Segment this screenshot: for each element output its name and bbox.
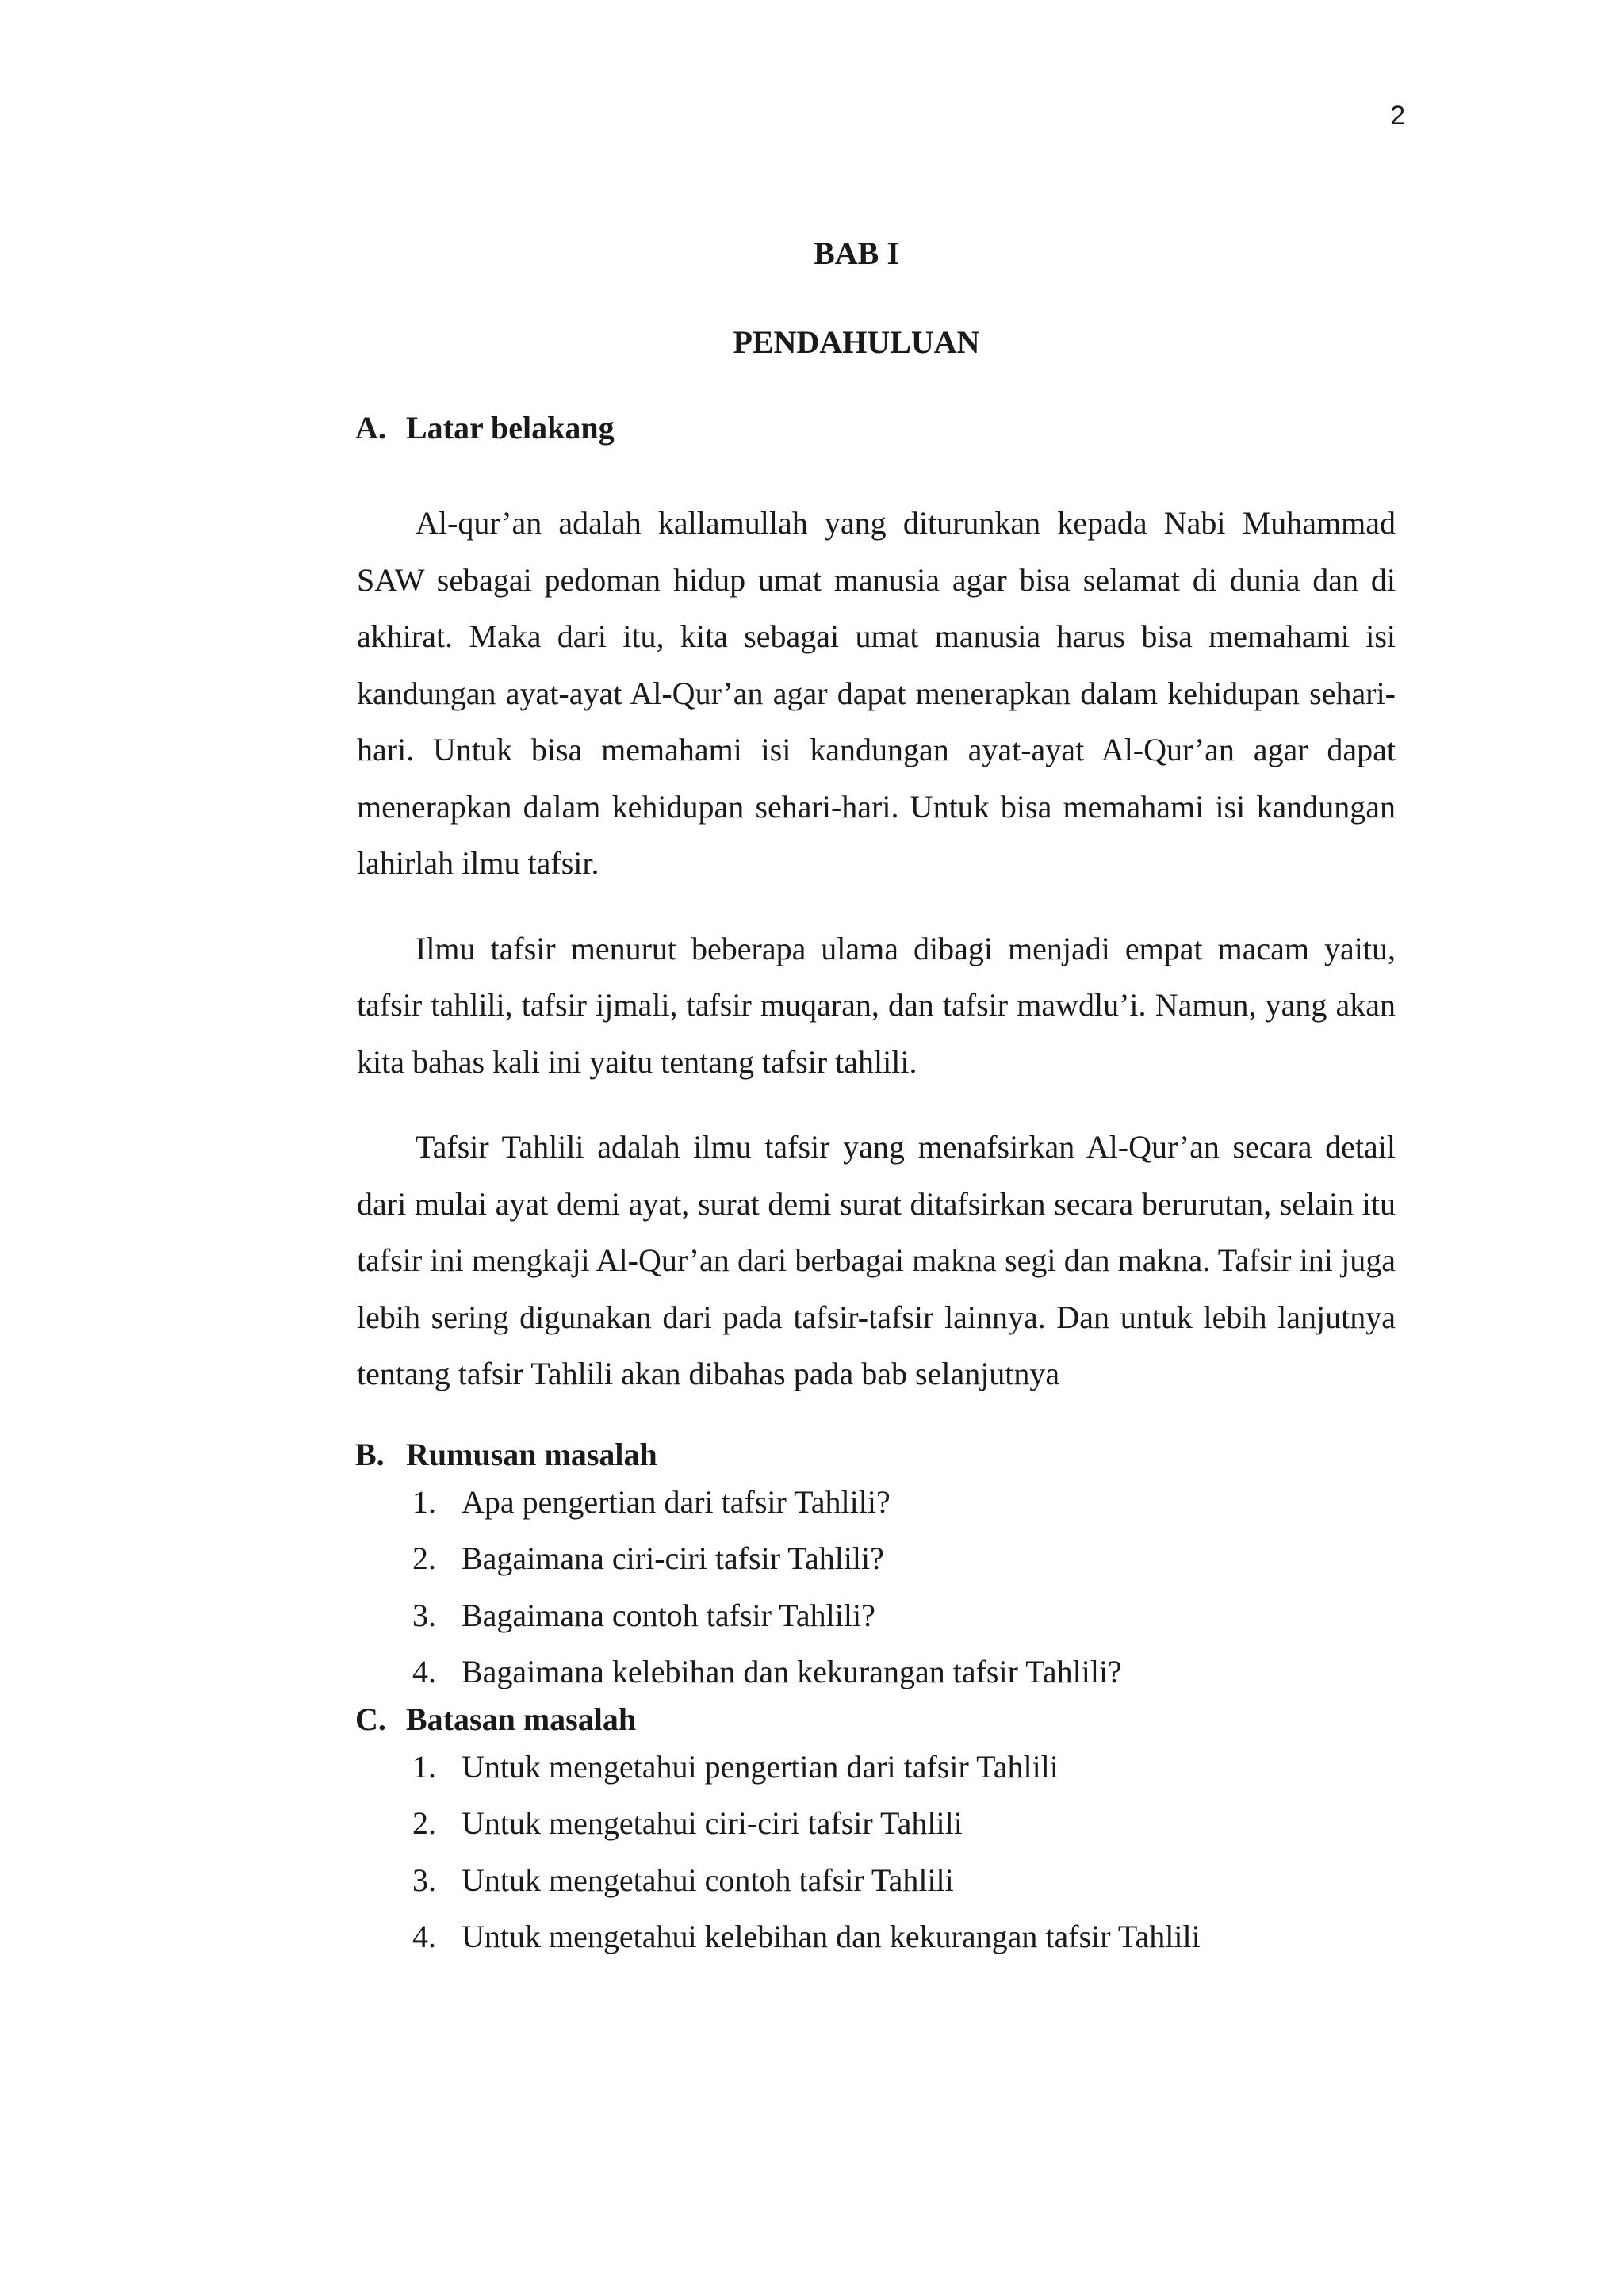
list-text: Bagaimana kelebihan dan kekurangan tafsir Tahlili? bbox=[462, 1654, 1122, 1689]
section-letter: A. bbox=[355, 410, 386, 446]
list-number: 3. bbox=[412, 1597, 436, 1633]
list-item bbox=[412, 1795, 1396, 1852]
chapter-number: BAB I bbox=[814, 235, 899, 271]
list-number: 3. bbox=[412, 1862, 436, 1898]
list-text: Untuk mengetahui contoh tafsir Tahlili bbox=[462, 1862, 954, 1898]
list-text: Untuk mengetahui kelebihan dan kekurangan tafsir Tahlili bbox=[462, 1919, 1201, 1954]
list-text: Bagaimana ciri-ciri tafsir Tahlili? bbox=[462, 1540, 884, 1576]
list-number: 2. bbox=[412, 1540, 436, 1576]
list-item bbox=[412, 1530, 1396, 1587]
page-number: 2 bbox=[1390, 101, 1405, 131]
section-heading-latar-belakang bbox=[355, 409, 1396, 447]
list-number: 1. bbox=[412, 1483, 436, 1520]
chapter-title: PENDAHULUAN bbox=[733, 324, 980, 360]
section-title: Batasan masalah bbox=[406, 1701, 637, 1737]
paragraph-3: Tafsir Tahlili adalah ilmu tafsir yang menafsirkan Al-Qur’an secara detail dari mulai ayat demi ayat, surat demi surat ditafsirkan secara berurutan, selain itu tafsir ini mengkaji Al-Qur’an dari berbagai makna segi dan makna. Tafsir ini juga lebih sering digunakan dari pada tafsir-tafsir lainnya. Dan untuk lebih lanjutnya tentang tafsir Tahlili akan dibahas pada bab selanjutnya bbox=[357, 1129, 1396, 1391]
list-number: 4. bbox=[412, 1919, 436, 1954]
rumusan-masalah-list bbox=[357, 1474, 1396, 1701]
list-item bbox=[412, 1852, 1396, 1909]
batasan-masalah-list bbox=[357, 1739, 1396, 1965]
list-number: 1. bbox=[412, 1748, 436, 1785]
list-text: Apa pengertian dari tafsir Tahlili? bbox=[462, 1483, 891, 1520]
paragraph-1: Al-qur’an adalah kallamullah yang diturunkan kepada Nabi Muhammad SAW sebagai pedoman hidup umat manusia agar bisa selamat di dunia dan di akhirat. Maka dari itu, kita sebagai umat manusia harus bisa memahami isi kandungan ayat-ayat Al-Qur’an agar dapat menerapkan dalam kehidupan sehari-hari. Untuk bisa memahami isi kandungan ayat-ayat Al-Qur’an agar dapat menerapkan dalam kehidupan sehari-hari. Untuk bisa memahami isi kandungan lahirlah ilmu tafsir. bbox=[357, 505, 1396, 881]
section-heading-batasan-masalah bbox=[355, 1701, 1396, 1739]
list-number: 2. bbox=[412, 1805, 436, 1841]
list-number: 4. bbox=[412, 1654, 436, 1689]
list-item bbox=[412, 1587, 1396, 1644]
list-text: Untuk mengetahui pengertian dari tafsir Tahlili bbox=[462, 1748, 1059, 1785]
list-item bbox=[412, 1908, 1396, 1965]
paragraph-2: Ilmu tafsir menurut beberapa ulama dibagi menjadi empat macam yaitu, tafsir tahlili, tafsir ijmali, tafsir muqaran, dan tafsir mawdlu’i. Namun, yang akan kita bahas kali ini yaitu tentang tafsir tahlili. bbox=[357, 930, 1396, 1080]
document-body bbox=[357, 409, 1396, 1965]
section-title: Latar belakang bbox=[406, 410, 615, 446]
list-text: Untuk mengetahui ciri-ciri tafsir Tahlili bbox=[462, 1805, 963, 1841]
section-letter: B. bbox=[355, 1436, 385, 1472]
list-item bbox=[412, 1739, 1396, 1796]
list-item bbox=[412, 1644, 1396, 1701]
list-text: Bagaimana contoh tafsir Tahlili? bbox=[462, 1597, 875, 1633]
section-letter: C. bbox=[355, 1701, 386, 1737]
section-title: Rumusan masalah bbox=[406, 1436, 657, 1472]
section-heading-rumusan-masalah bbox=[355, 1436, 1396, 1474]
list-item bbox=[412, 1474, 1396, 1531]
